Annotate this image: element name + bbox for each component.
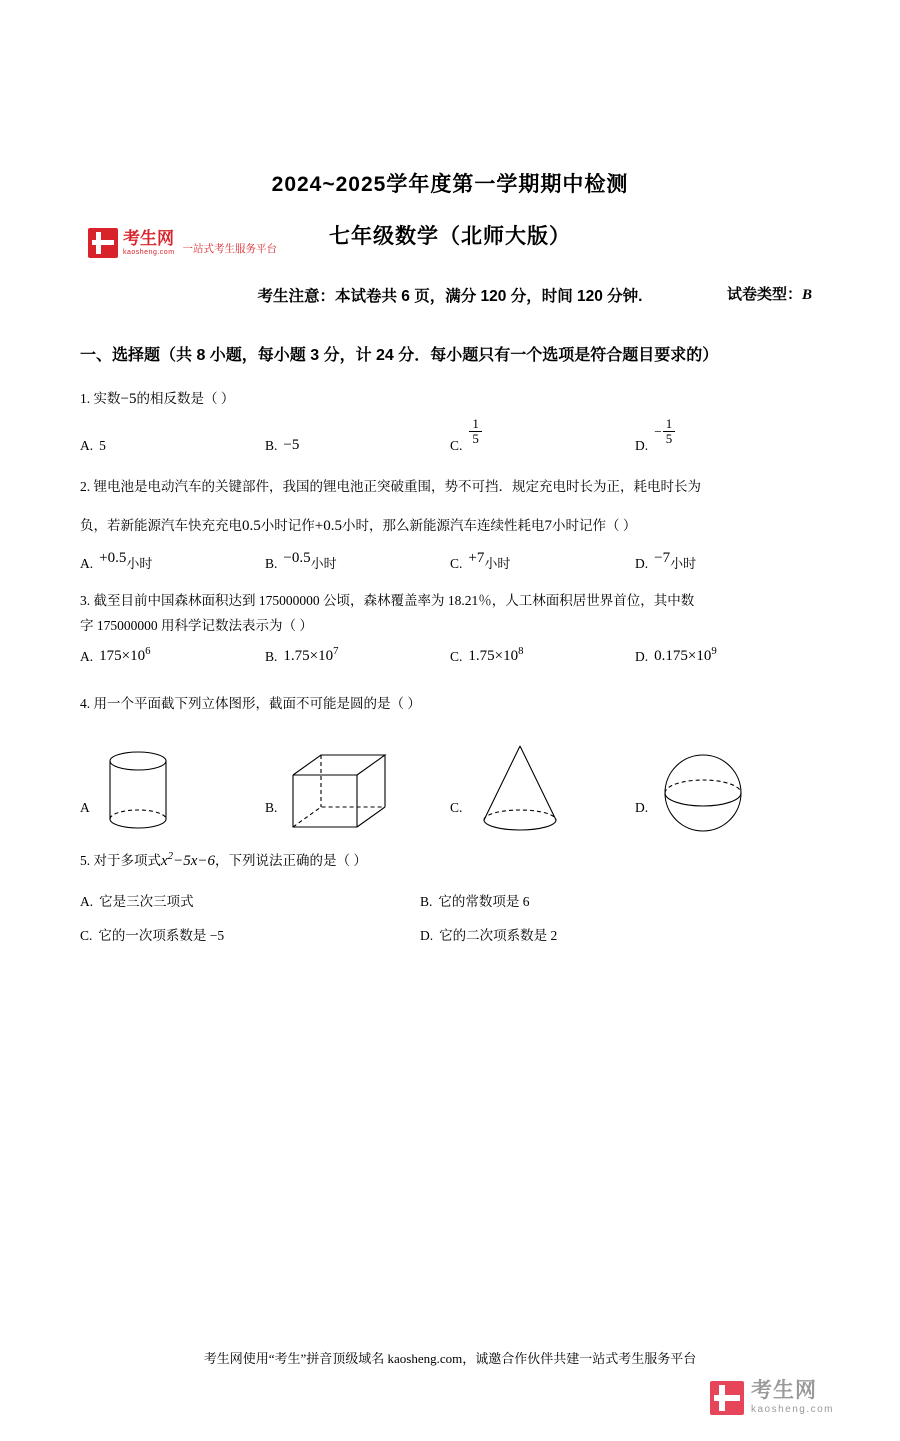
figure-c-label: C. <box>450 800 463 816</box>
option-3-b-value: $1.75\times 10^7$ <box>283 644 339 664</box>
option-5-b-text: 它的常数项是 6 <box>438 893 530 909</box>
question-5-options-row1 <box>80 890 820 910</box>
logo-slogan: 一站式考生服务平台 <box>182 243 278 255</box>
option-5-b-label: B. <box>420 893 433 909</box>
footer-note: 考生网使用“考生”拼音顶级域名 kaosheng.com，诚邀合作伙伴共建一站式考生服务平台 <box>203 1351 697 1366</box>
option-2-c-value: +7 <box>468 549 485 566</box>
option-3-c[interactable] <box>450 645 635 665</box>
question-4-number: 4. <box>80 695 91 711</box>
paper-type-value: B <box>801 287 812 303</box>
option-2-b-label: B. <box>265 555 278 571</box>
option-1-b-text: −5 <box>283 437 300 454</box>
question-5-text-after: ，下列说法正确的是（ ） <box>214 853 367 869</box>
option-2-a-label: A. <box>80 555 94 571</box>
question-2-value-2: +0.5 <box>314 518 342 535</box>
option-1-b-label: B. <box>265 438 278 454</box>
question-2-text-2a: 负，若新能源汽车快充充电 <box>80 518 242 534</box>
option-2-b[interactable] <box>265 549 450 572</box>
question-1-text-after: 的相反数是（ ） <box>136 391 235 406</box>
page-title: 2024~2025学年度第一学期期中检测 <box>271 173 629 196</box>
question-2-value-1: 0.5 <box>242 518 261 535</box>
question-3-options <box>80 645 820 665</box>
option-2-d-unit: 小时 <box>670 555 697 571</box>
question-4-figures <box>80 730 820 840</box>
option-3-d-value: $0.175\times 10^9$ <box>654 644 717 664</box>
option-2-d[interactable] <box>635 549 820 572</box>
logo-mark-icon <box>88 228 118 258</box>
question-1-text-before: 实数 <box>93 391 121 406</box>
option-2-c[interactable] <box>450 549 635 572</box>
option-5-c-label: C. <box>80 927 93 943</box>
option-1-b[interactable] <box>265 424 450 455</box>
option-3-a-value: $175\times 10^6$ <box>99 644 151 664</box>
question-2-options <box>80 549 820 572</box>
option-2-a-value: +0.5 <box>99 549 127 566</box>
option-2-c-label: C. <box>450 555 463 571</box>
question-5 <box>80 846 820 876</box>
paper-type <box>727 283 812 304</box>
question-3-line-1 <box>80 588 820 614</box>
option-1-c-fraction: $\frac{1}{5}$ <box>469 417 482 448</box>
option-3-c-value: $1.75\times 10^8$ <box>468 644 524 664</box>
option-5-c-text: 它的一次项系数是 −5 <box>98 927 225 943</box>
option-5-d[interactable] <box>420 924 760 944</box>
question-1-number: 1. <box>80 391 91 406</box>
logo-name-en: kaosheng.com <box>123 249 175 256</box>
option-1-c[interactable] <box>450 415 635 455</box>
watermark-mark-icon <box>710 1381 744 1415</box>
footer-watermark <box>710 1380 834 1416</box>
option-5-a[interactable] <box>80 890 420 910</box>
question-4-text-1: 用一个平面截下列立体图形，截面不可能是圆的是（ ） <box>93 695 421 711</box>
option-1-d[interactable] <box>635 415 820 455</box>
figure-option-a[interactable] <box>80 745 265 840</box>
option-1-a[interactable] <box>80 424 265 455</box>
figure-a-label: A <box>80 800 90 816</box>
question-5-stem <box>80 846 820 876</box>
option-2-a-unit: 小时 <box>126 555 153 571</box>
option-2-b-unit: 小时 <box>310 555 337 571</box>
question-3-text-1: 截至目前中国森林面积达到 175000000 公顷，森林覆盖率为 18.21％，人工林面积居世界首位，其中数 <box>93 592 695 608</box>
question-2-text-2c: 小时，那么新能源汽车连续性耗电 <box>341 518 545 534</box>
figure-option-b[interactable] <box>265 745 450 840</box>
question-1-value: −5 <box>120 391 137 407</box>
option-3-b[interactable] <box>265 645 450 665</box>
option-3-d-label: D. <box>635 648 649 664</box>
option-3-a-label: A. <box>80 648 94 664</box>
watermark-text <box>751 1380 834 1416</box>
option-5-d-label: D. <box>420 927 434 943</box>
option-3-d[interactable] <box>635 645 820 665</box>
question-2-value-3: 7 <box>544 518 552 535</box>
option-3-b-label: B. <box>265 648 278 664</box>
option-2-c-unit: 小时 <box>484 555 511 571</box>
option-5-c[interactable] <box>80 924 420 944</box>
question-3-line-2: 字 175000000 用科学记数法表示为（ ） <box>80 618 313 634</box>
exam-notice: 考生注意：本试卷共 6 页，满分 120 分，时间 120 分钟. <box>257 288 643 305</box>
watermark-name-cn: 考生网 <box>750 1379 817 1402</box>
figure-d-label: D. <box>635 800 649 816</box>
option-3-a[interactable] <box>80 645 265 665</box>
option-3-c-label: C. <box>450 648 463 664</box>
option-1-d-label: D. <box>635 438 649 454</box>
question-4-line-1 <box>80 691 820 717</box>
option-5-d-text: 它的二次项系数是 2 <box>439 927 558 943</box>
question-2 <box>80 474 820 540</box>
site-logo <box>88 228 277 258</box>
sphere-icon <box>656 745 751 840</box>
option-1-d-fraction: − $\frac{1}{5}$ <box>654 424 676 455</box>
question-5-text-before: 对于多项式 <box>93 853 161 869</box>
question-2-line-2 <box>80 512 820 541</box>
figure-option-d[interactable] <box>635 745 820 840</box>
section-title-choice: 一、选择题（共 8 小题，每小题 3 分，计 24 分．每小题只有一个选项是符合题目要求的） <box>80 347 719 364</box>
question-5-options-row2 <box>80 924 820 944</box>
option-5-b[interactable] <box>420 890 760 910</box>
question-2-number: 2. <box>80 479 91 495</box>
option-5-a-text: 它是三次三项式 <box>99 893 194 909</box>
question-2-text-2b: 小时记作 <box>260 518 315 534</box>
option-1-c-label: C. <box>450 438 463 454</box>
question-1-stem <box>80 385 820 414</box>
option-2-d-value: −7 <box>654 549 671 566</box>
logo-text <box>123 230 175 256</box>
exam-paper-page <box>0 168 900 1441</box>
question-3-number: 3. <box>80 592 91 608</box>
option-2-d-label: D. <box>635 555 649 571</box>
paper-type-label: 试卷类型： <box>726 286 802 303</box>
figure-b-label: B. <box>265 800 278 816</box>
cylinder-icon <box>98 745 178 840</box>
question-5-number: 5. <box>80 853 91 869</box>
logo-name-cn: 考生网 <box>123 229 174 248</box>
cube-icon <box>285 745 395 840</box>
option-2-a[interactable] <box>80 549 265 572</box>
option-5-a-label: A. <box>80 893 94 909</box>
question-2-text-1: 锂电池是电动汽车的关键部件，我国的锂电池正突破重围，势不可挡．规定充电时长为正，耗电时长为 <box>93 479 701 495</box>
question-1 <box>80 385 820 414</box>
cone-icon <box>470 740 570 840</box>
option-1-a-label: A. <box>80 438 94 454</box>
page-subtitle: 七年级数学（北师大版） <box>329 225 571 248</box>
question-5-polynomial: $x^2-5x-6$ <box>161 850 215 870</box>
figure-option-c[interactable] <box>450 740 635 840</box>
option-2-b-value: −0.5 <box>283 549 311 566</box>
question-1-options <box>80 415 820 455</box>
question-3 <box>80 588 820 639</box>
question-2-line-1 <box>80 474 820 500</box>
option-1-a-text: 5 <box>99 438 106 454</box>
watermark-name-en: kaosheng.com <box>750 1404 834 1416</box>
question-2-text-2d: 小时记作（ ） <box>551 518 637 534</box>
question-4 <box>80 691 820 717</box>
